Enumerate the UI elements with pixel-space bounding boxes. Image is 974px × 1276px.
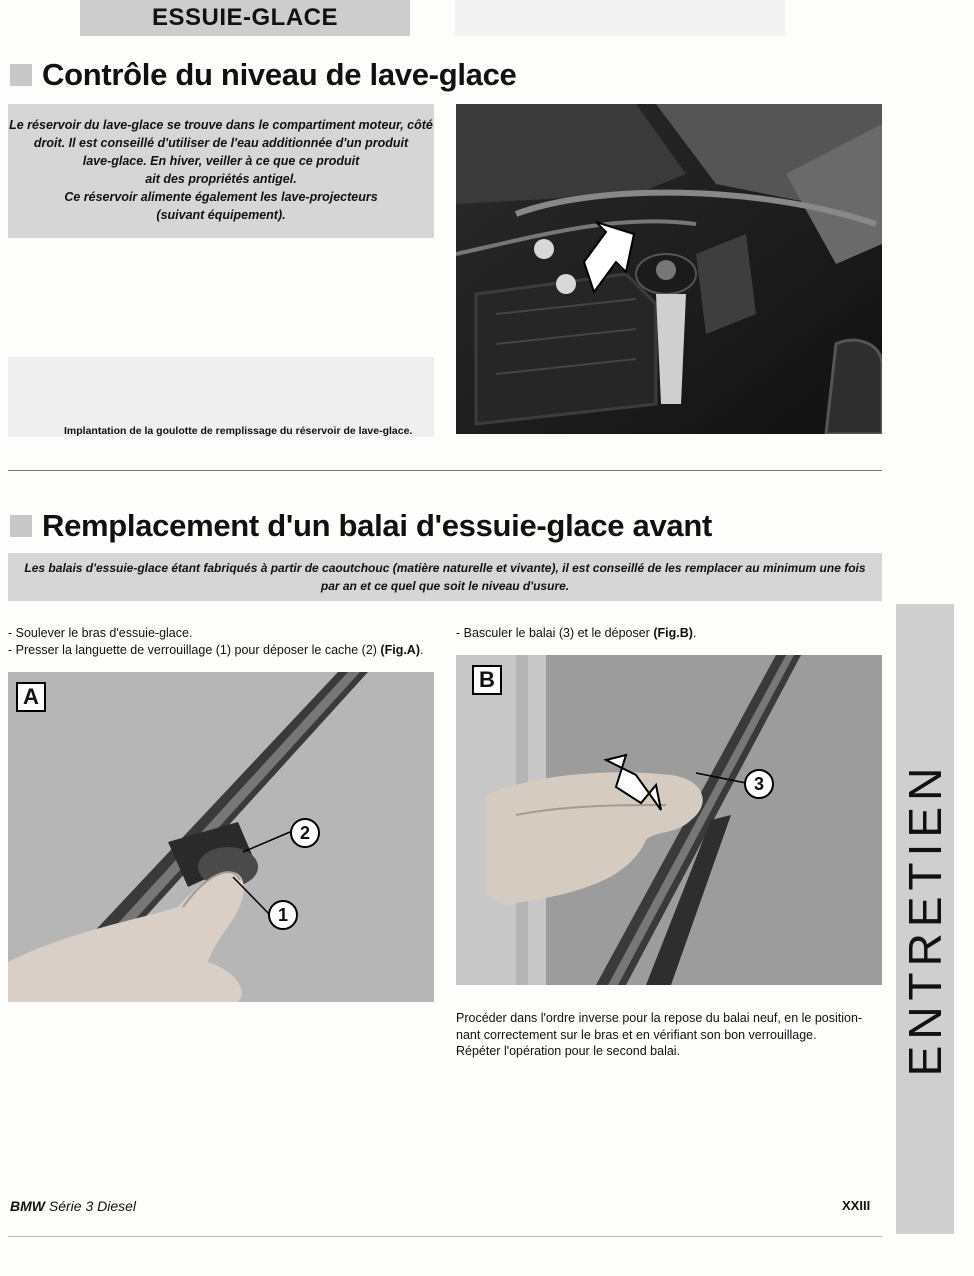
step-text: - Presser la languette de verrouillage (1) pour déposer le cache (2) [8, 642, 381, 657]
wiper-cover-illustration [8, 672, 434, 1002]
section-title-balai [10, 508, 712, 544]
footer-rule [8, 1236, 882, 1237]
section-title-text: Remplacement d'un balai d'essuie-glace avant [42, 508, 712, 543]
step-line [456, 625, 886, 642]
figure-b-photo [456, 655, 882, 985]
callout-3: 3 [744, 769, 774, 799]
footer-brand: BMW [10, 1198, 45, 1214]
callout-2: 2 [290, 818, 320, 848]
step-end: . [692, 626, 697, 640]
step-end: . [420, 642, 424, 657]
figure-a-label: A [16, 682, 46, 712]
closing-line: Répéter l'opération pour le second balai. [456, 1044, 681, 1058]
note-line: Le réservoir du lave-glace se trouve dans le compartiment moteur, côté [9, 118, 433, 132]
note-line: Les balais d'essuie-glace étant fabriqués à partir de caoutchouc (matière naturelle et vivante), il est conseillé de les remplacer au minimum une fois [24, 561, 866, 575]
side-tab-label: ENTRETIEN [899, 761, 951, 1077]
footer-model: Série 3 Diesel [48, 1198, 137, 1214]
step-text: - Basculer le balai (3) et le déposer [456, 626, 654, 640]
note-text [8, 553, 882, 595]
step-line: - Soulever le bras d'essuie-glace. [8, 626, 193, 640]
closing-paragraph [456, 1010, 886, 1060]
wiper-blade-removal-illustration [456, 655, 882, 985]
engine-bay-illustration [456, 104, 882, 434]
title-square-icon [10, 515, 32, 537]
callout-1: 1 [268, 900, 298, 930]
figure-reference: (Fig.B) [653, 626, 693, 640]
note-line: ait des propriétés antigel. [145, 172, 297, 186]
note-line: droit. Il est conseillé d'utiliser de l'eau additionnée d'un produit [33, 136, 409, 150]
note-line: Ce réservoir alimente également les lave-projecteurs [64, 190, 378, 204]
note-box-balais [8, 553, 882, 601]
page-number: XXIII [842, 1198, 871, 1213]
section-tab: ESSUIE-GLACE [80, 0, 410, 36]
note-line: par an et ce quel que soit le niveau d'usure. [320, 579, 570, 593]
note-text [8, 104, 434, 224]
figure-reference: (Fig.A) [380, 642, 420, 657]
steps-left [8, 625, 438, 658]
note-box-reservoir [8, 104, 434, 238]
section-title-text: Contrôle du niveau de lave-glace [42, 57, 517, 92]
figure-b-label: B [472, 665, 502, 695]
photo-caption: Implantation de la goulotte de remplissage du réservoir de lave-glace. [64, 425, 413, 437]
title-square-icon [10, 64, 32, 86]
steps-right [456, 625, 886, 642]
footer-title [10, 1198, 136, 1214]
step-line [8, 642, 438, 659]
engine-bay-photo [456, 104, 882, 434]
note-line: (suivant équipement). [156, 208, 286, 222]
section-title-lave-glace [10, 57, 516, 93]
closing-line: Procéder dans l'ordre inverse pour la repose du balai neuf, en le position- [456, 1011, 863, 1025]
closing-line: nant correctement sur le bras et en vérifiant son bon verrouillage. [456, 1027, 817, 1042]
bleed-through-header [455, 0, 785, 36]
note-line: lave-glace. En hiver, veiller à ce que ce produit [82, 154, 360, 168]
side-tab-entretien [896, 604, 954, 1234]
figure-a-photo [8, 672, 434, 1002]
section-divider [8, 470, 882, 471]
